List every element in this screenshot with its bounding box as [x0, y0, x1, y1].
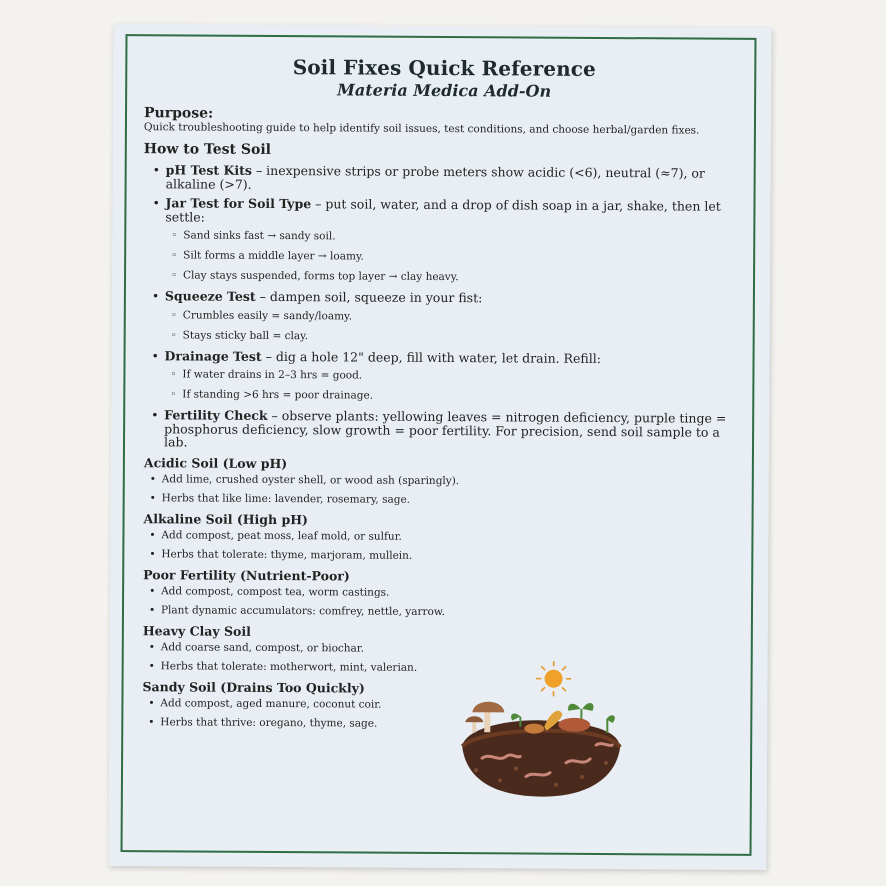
fix-item: • Add lime, crushed oyster shell, or wood ash (sparingly).	[142, 473, 742, 489]
fix-section	[142, 455, 742, 508]
fix-list	[140, 697, 740, 732]
test-step-item: ◦ If water drains in 2–3 hrs = good.	[164, 368, 742, 384]
fix-section	[141, 567, 741, 620]
test-step-item: ◦ If standing >6 hrs = poor drainage.	[164, 388, 742, 404]
fix-item: • Herbs that thrive: oregano, thyme, sage.	[140, 716, 740, 732]
fix-list	[141, 641, 741, 676]
test-step-item: ◦ Silt forms a middle layer → loamy.	[165, 249, 743, 265]
test-method-text: – dig a hole 12" deep, fill with water, let drain. Refill:	[261, 348, 601, 366]
test-method-label: Drainage Test	[164, 347, 262, 364]
fix-heading: Heavy Clay Soil	[142, 622, 251, 639]
fix-heading: Alkaline Soil (High pH)	[143, 510, 309, 527]
fix-item: • Herbs that tolerate: thyme, marjoram, mullein.	[141, 548, 741, 564]
test-step-item: ◦ Sand sinks fast → sandy soil.	[165, 229, 743, 245]
test-method-text: – put soil, water, and a drop of dish soap in a jar, shake, then let settle:	[165, 196, 721, 225]
test-step-item: ◦ Clay stays suspended, forms top layer → clay heavy.	[165, 269, 743, 285]
test-method-text: – observe plants: yellowing leaves = nitrogen deficiency, purple tinge = phosphorus deficiency, slow growth = poor fertility. For precision, send soil sample to a lab.	[163, 407, 727, 450]
fix-heading: Acidic Soil (Low pH)	[143, 454, 288, 471]
test-method-item	[143, 196, 744, 285]
fix-item: • Plant dynamic accumulators: comfrey, nettle, yarrow.	[141, 604, 741, 620]
fix-list	[141, 529, 741, 564]
test-method-item	[142, 408, 742, 452]
sun-icon	[536, 662, 570, 696]
fix-section	[140, 679, 740, 732]
test-method-label: Squeeze Test	[164, 288, 256, 304]
reference-sheet	[108, 24, 771, 870]
test-step-item: ◦ Stays sticky ball = clay.	[165, 329, 743, 345]
test-method-label: Fertility Check	[164, 407, 268, 423]
test-method-item	[144, 163, 744, 194]
fix-section	[141, 511, 741, 564]
fix-heading: Poor Fertility (Nutrient-Poor)	[143, 566, 350, 583]
purpose-heading: Purpose:	[143, 105, 214, 122]
how-to-test-heading: How to Test Soil	[143, 141, 272, 158]
fix-item: • Add coarse sand, compost, or biochar.	[141, 641, 741, 657]
test-method-text: – dampen soil, squeeze in your fist:	[255, 288, 483, 306]
test-methods-list	[142, 163, 744, 452]
test-method-text: – inexpensive strips or probe meters show acidic (<6), neutral (≈7), or alkaline (>7).	[165, 162, 705, 192]
test-method-label: pH Test Kits	[165, 162, 253, 178]
test-steps-list	[164, 368, 742, 404]
fix-list	[142, 473, 742, 508]
fix-item: • Herbs that tolerate: motherwort, mint, valerian.	[141, 660, 741, 676]
soil-fixes	[140, 455, 742, 732]
test-method-item	[143, 289, 743, 344]
purpose-text: Quick troubleshooting guide to help identify soil issues, test conditions, and choose herbal/garden fixes.	[143, 121, 700, 137]
fix-list	[141, 585, 741, 620]
page-subtitle: Materia Medica Add-On	[337, 80, 552, 101]
test-method-label: Jar Test for Soil Type	[165, 195, 312, 212]
fix-heading: Sandy Soil (Drains Too Quickly)	[142, 678, 365, 696]
test-step-item: ◦ Crumbles easily = sandy/loamy.	[165, 309, 743, 325]
soil-illustration	[456, 658, 625, 799]
test-method-item	[142, 349, 742, 404]
fix-section	[141, 623, 741, 676]
page-title: Soil Fixes Quick Reference	[292, 55, 596, 81]
fix-item: • Add compost, compost tea, worm castings.	[141, 585, 741, 601]
fix-item: • Add compost, aged manure, coconut coir.	[140, 697, 740, 713]
test-steps-list	[165, 309, 743, 345]
fix-item: • Herbs that like lime: lavender, rosemary, sage.	[142, 492, 742, 508]
fix-item: • Add compost, peat moss, leaf mold, or sulfur.	[141, 529, 741, 545]
test-steps-list	[165, 229, 743, 285]
sheet-content	[140, 54, 744, 738]
